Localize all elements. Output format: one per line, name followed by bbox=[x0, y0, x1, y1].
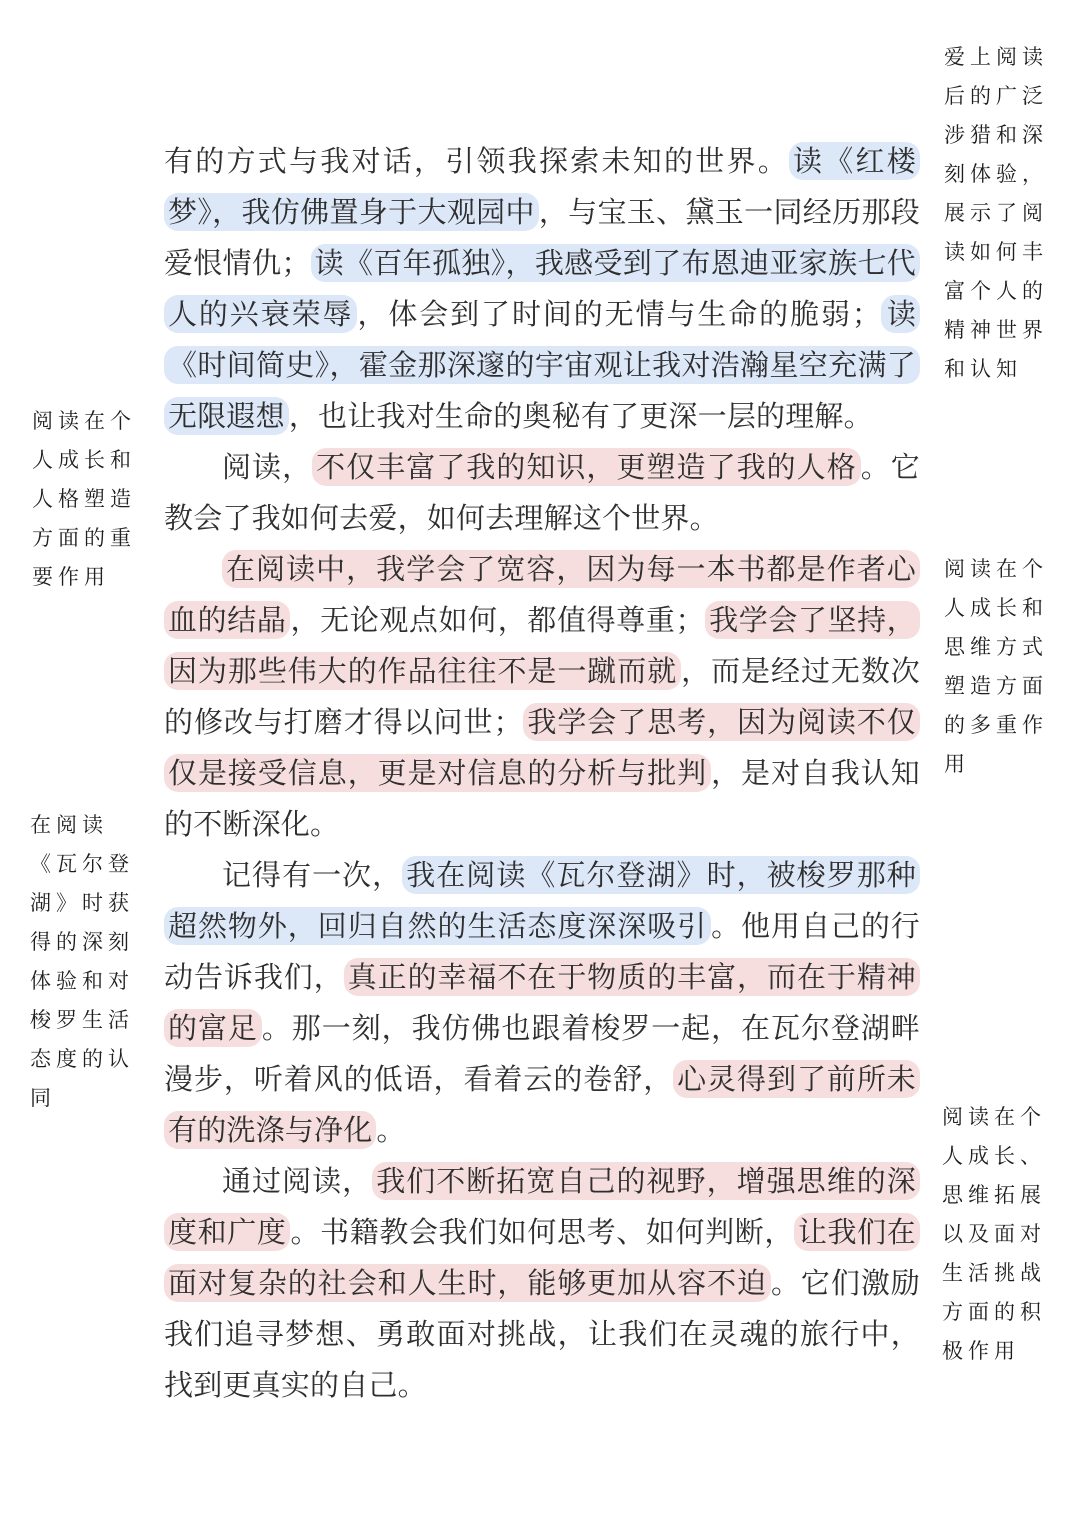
highlight-pink: 我学会了思考，因为阅读不仅仅是接受信息，更是对信息的分析与批判 bbox=[164, 703, 920, 792]
highlight-blue: 读《百年孤独》，我感受到了布恩迪亚家族七代人的兴衰荣辱 bbox=[164, 244, 920, 333]
highlight-blue: 我在阅读《瓦尔登湖》时，被梭罗那种超然物外，回归自然的生活态度深深吸引 bbox=[164, 856, 920, 945]
highlight-pink: 真正的幸福不在于物质的丰富，而在于精神的富足 bbox=[164, 958, 920, 1047]
essay-body bbox=[164, 136, 920, 1411]
text-segment: 。它们激励我们追寻梦想、勇敢面对挑战，让我们在灵魂的旅行中，找到更真实的自己。 bbox=[164, 1266, 920, 1402]
text-segment: ，与宝玉、黛玉一同经历那段爱恨情仇； bbox=[164, 195, 920, 280]
text-segment: ，无论观点如何，都值得尊重； bbox=[290, 603, 705, 637]
paragraph-2 bbox=[164, 442, 920, 544]
text-segment: ，是对自我认知的不断深化。 bbox=[164, 756, 920, 841]
text-segment: 。书籍教会我们如何思考、如何判断， bbox=[290, 1215, 794, 1249]
text-segment: 。它教会了我如何去爱，如何去理解这个世界。 bbox=[164, 450, 920, 535]
margin-note-left-2: 在阅读《瓦尔登湖》时获得的深刻体验和对梭罗生活态度的认同 bbox=[30, 813, 134, 1110]
paragraph-3 bbox=[164, 544, 920, 850]
highlight-pink: 心灵得到了前所未有的洗涤与净化 bbox=[164, 1060, 920, 1149]
highlight-pink: 不仅丰富了我的知识，更塑造了我的人格 bbox=[312, 448, 861, 486]
text-segment: 。他用自己的行动告诉我们， bbox=[164, 909, 920, 994]
text-segment: ，体会到了时间的无情与生命的脆弱； bbox=[357, 297, 882, 331]
highlight-pink: 让我们在面对复杂的社会和人生时，能够更加从容不迫 bbox=[164, 1213, 920, 1302]
margin-note-right-2: 阅读在个人成长和思维方式塑造方面的多重作用 bbox=[944, 557, 1048, 776]
highlight-pink: 在阅读中，我学会了宽容，因为每一本书都是作者心血的结晶 bbox=[164, 550, 920, 639]
paragraph-1 bbox=[164, 136, 920, 442]
text-segment: 通过阅读， bbox=[222, 1164, 373, 1198]
highlight-pink: 我学会了坚持，因为那些伟大的作品往往不是一蹴而就 bbox=[164, 601, 920, 690]
margin-note-left-1: 阅读在个人成长和人格塑造方面的重要作用 bbox=[32, 409, 136, 589]
text-segment: 记得有一次， bbox=[222, 858, 403, 892]
text-segment: ，也让我对生命的奥秘有了更深一层的理解。 bbox=[288, 399, 873, 433]
text-segment: 阅读， bbox=[222, 450, 313, 484]
paragraph-5 bbox=[164, 1156, 920, 1411]
highlight-blue: 读《时间简史》，霍金那深邃的宇宙观让我对浩瀚星空充满了无限遐想 bbox=[164, 295, 920, 435]
highlight-pink: 我们不断拓宽自己的视野，增强思维的深度和广度 bbox=[164, 1162, 920, 1251]
text-segment: 。那一刻，我仿佛也跟着梭罗一起，在瓦尔登湖畔漫步，听着风的低语，看着云的卷舒， bbox=[164, 1011, 920, 1096]
text-segment: 。 bbox=[376, 1113, 406, 1147]
paragraph-4 bbox=[164, 850, 920, 1156]
margin-note-right-1: 爱上阅读后的广泛涉猎和深刻体验，展示了阅读如何丰富个人的精神世界和认知 bbox=[944, 45, 1048, 381]
margin-note-right-3: 阅读在个人成长、思维拓展以及面对生活挑战方面的积极作用 bbox=[942, 1105, 1046, 1363]
text-segment: 有的方式与我对话，引领我探索未知的世界。 bbox=[164, 144, 790, 178]
highlight-blue: 读《红楼梦》，我仿佛置身于大观园中 bbox=[164, 142, 920, 231]
text-segment: ，而是经过无数次的修改与打磨才得以问世； bbox=[164, 654, 920, 739]
